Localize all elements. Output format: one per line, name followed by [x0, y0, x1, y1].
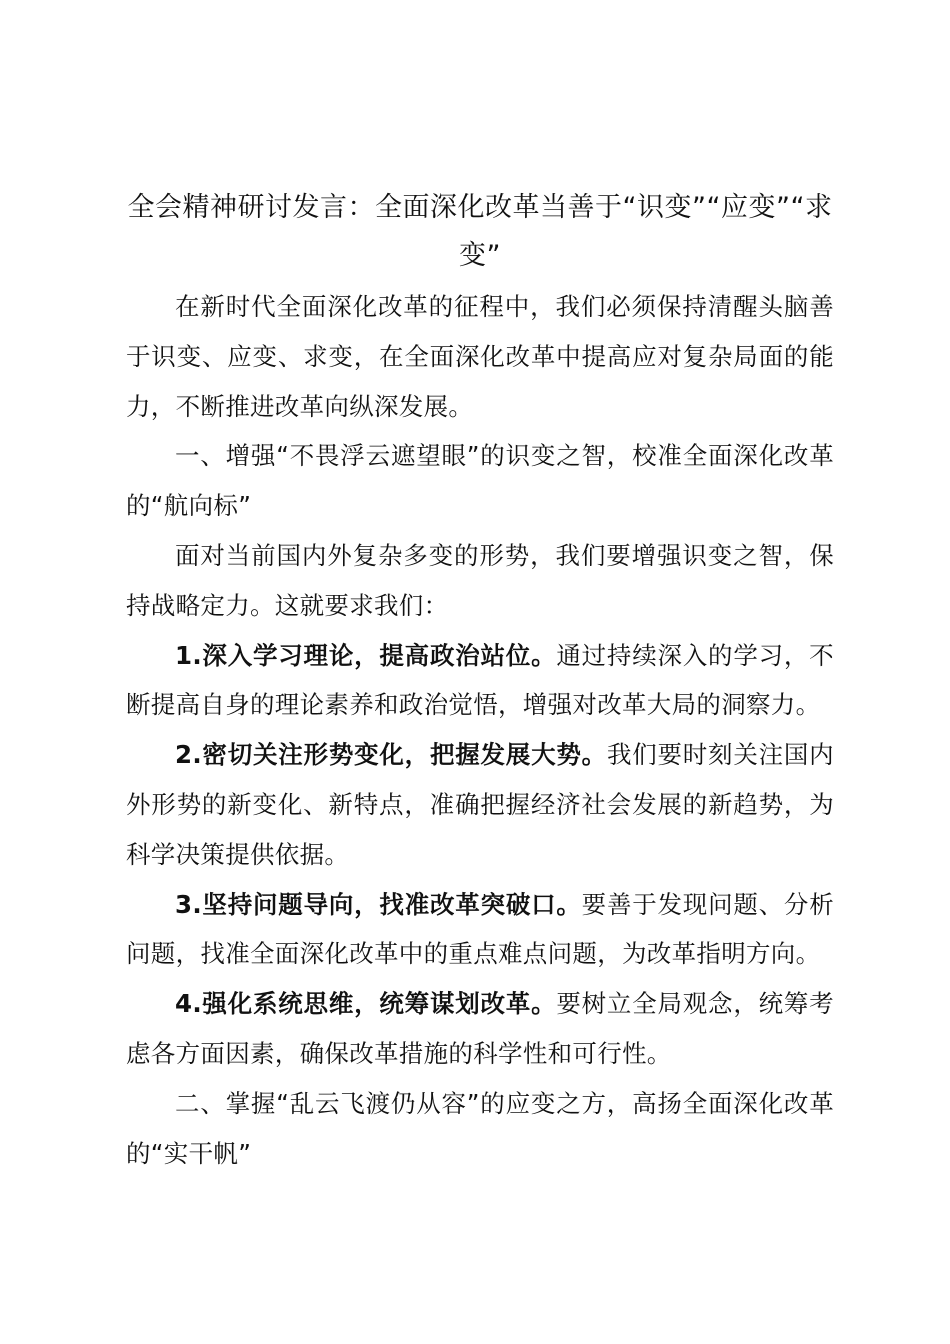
section-heading-1: [126, 431, 834, 531]
point-4-text: 要树立全局观念，统筹考虑各方面因素，确保改革措施的科学性和可行性。: [126, 989, 834, 1068]
point-2-paragraph: [126, 730, 834, 879]
heading-text: 二、掌握“乱云飞渡仍从容”的应变之方，高扬全面深化改革的“实干帆”: [126, 1088, 834, 1168]
point-2-text: 我们要时刻关注国内外形势的新变化、新特点，准确把握经济社会发展的新趋势，为科学决策提供依据。: [126, 740, 834, 869]
point-1-paragraph: [126, 631, 834, 731]
paragraph-text: 在新时代全面深化改革的征程中，我们必须保持清醒头脑善于识变、应变、求变，在全面深化改革中提高应对复杂局面的能力，不断推进改革向纵深发展。: [126, 292, 834, 421]
paragraph-text: 面对当前国内外复杂多变的形势，我们要增强识变之智，保持战略定力。这就要求我们：: [126, 540, 834, 620]
document-body: [126, 282, 834, 1178]
section-1-intro-paragraph: [126, 531, 834, 631]
point-4-paragraph: [126, 979, 834, 1079]
point-1-lead: 1.深入学习理论，提高政治站位。: [175, 640, 557, 670]
point-3-lead: 3.坚持问题导向，找准改革突破口。: [175, 889, 582, 919]
point-1-text: 通过持续深入的学习，不断提高自身的理论素养和政治觉悟，增强对改革大局的洞察力。: [126, 640, 834, 720]
point-3-paragraph: [126, 880, 834, 980]
point-2-lead: 2.密切关注形势变化，把握发展大势。: [175, 740, 607, 770]
point-4-lead: 4.强化系统思维，统筹谋划改革。: [175, 989, 557, 1019]
intro-paragraph: [126, 282, 834, 431]
document-title: 全会精神研讨发言：全面深化改革当善于“识变”“应变”“求变”: [127, 192, 833, 271]
heading-text: 一、增强“不畏浮云遮望眼”的识变之智，校准全面深化改革的“航向标”: [126, 441, 834, 521]
point-3-text: 要善于发现问题、分析问题，找准全面深化改革中的重点难点问题，为改革指明方向。: [126, 889, 835, 969]
section-heading-2: [126, 1079, 834, 1179]
